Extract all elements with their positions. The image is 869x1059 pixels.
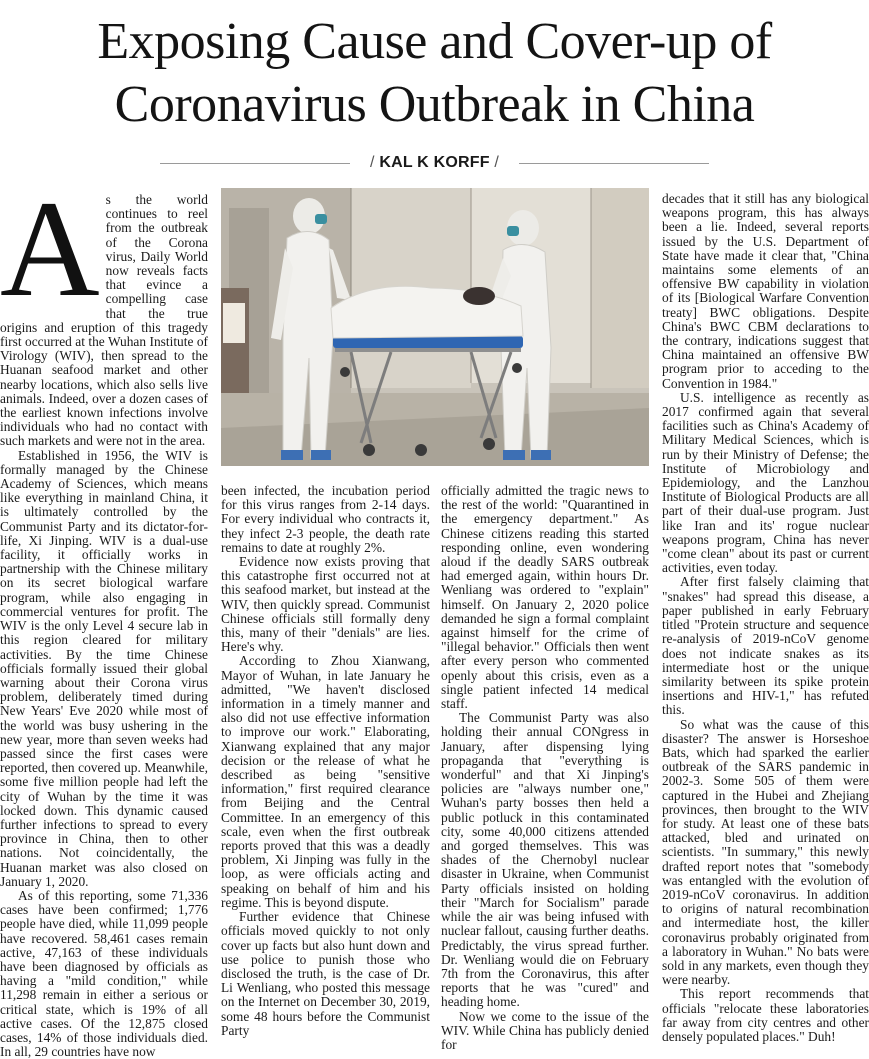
article-paragraph bbox=[0, 172, 208, 449]
headline bbox=[0, 10, 869, 136]
byline-rule-left bbox=[160, 163, 350, 164]
article-photo-illustration bbox=[221, 188, 649, 466]
article-paragraph: This report recommends that officials "relocate these laboratories far away from city centres and other densely populated places." Duh! bbox=[662, 986, 869, 1044]
article-paragraph: Further evidence that Chinese officials moved quickly to not only cover up facts but also hunt down and use police to punish those who disclosed the truth, is the case of Dr. Li Wenliang, who posted this message on the Internet on December 30, 2019, some 48 hours before the Communist Party bbox=[221, 909, 430, 1038]
article-paragraph: been infected, the incubation period for this virus ranges from 2-14 days. For every individual who contracts it, they infect 2-3 people, the death rate remains to date at roughly 2%. bbox=[221, 483, 430, 555]
article-column-3 bbox=[441, 484, 649, 1052]
article-paragraph: Now we come to the issue of the WIV. While China has publicly denied for bbox=[441, 1008, 649, 1052]
article-paragraph: The Communist Party was also holding their annual CONgress in January, after dispensing lying propaganda that "everything is wonderful" and that Xi Jinping's policies are "always number one," Wuhan's party bosses then held a public potluck in this contaminated city, some 40,000 citizens attended and gorged themselves. This was shades of the Chernobyl nuclear disaster in Ukraine, when Communist Party officials insisted on holding their "March for Socialism" parade while the air was being infused with nuclear fallout, causing further deaths. Predictably, the virus spread further. Dr. Wenliang would die on February 7th from the Coronavirus, this after reports that he was "cured" and heading home. bbox=[441, 710, 649, 1010]
drop-cap: A bbox=[0, 172, 100, 325]
byline-slash-right: / bbox=[494, 154, 499, 171]
byline-slash-left: / bbox=[370, 154, 375, 171]
article-paragraph: decades that it still has any biological weapons program, this has always been a lie. Indeed, several reports issued by the U.S. Department of State have made it clear that, "China maintains some elements of an offensive BW capability in violation of its [Biological Warfare Convention treaty] BWC obligations. Despite China's BWC CBM declarations to the contrary, indications suggest that China maintained an offensive BW program prior to acceding to the Convention in 1984." bbox=[662, 191, 869, 391]
headline-line-1: Exposing Cause and Cover-up of bbox=[97, 13, 772, 70]
article-paragraph: According to Zhou Xianwang, Mayor of Wuhan, in late January he admitted, "We haven't disclosed information in a timely manner and also did not use effective information to improve our work." Elaborating, Xianwang explained that any major decision or the release of what he described as being "sensitive information," first required clearance from Beijing and the Central Committee. In an emergency of this scale, even when the first outbreak reports proved that this was a deadly problem, Xi Jinping was fully in the loop, as were officials acting and speaking on behalf of him and his regime. This is beyond dispute. bbox=[221, 653, 430, 910]
article-paragraph-text: s the world continues to reel from the outbreak of the Corona virus, Daily World now reveals facts that evince a compelling case that the true origins and eruption of this tragedy first occurred at the Wuhan Institute of Virology (WIV), then spread to the Huanan seafood market and other nearby locations, which also sells live animals. Indeed, over a dozen cases of the earliest known infections involve individuals who had no contact with such markets and were not in the area. bbox=[0, 192, 208, 449]
article-column-1 bbox=[0, 172, 208, 1059]
article-paragraph: Established in 1956, the WIV is formally managed by the Chinese Academy of Sciences, which means like everything in mainland China, it is ultimately controlled by the Communist Party and its dictator-for-life, Xi Jinping. WIV is a dual-use facility, it officially works in partnership with the Chinese military on its secret biological warfare program, while also engaging in commercial ventures for profit. The WIV is the only Level 4 secure lab in this region cleared for military activities. By the time Chinese officials formally issued their global warning about their Corona virus problem, deliberately timed during New Years' Eve 2020 while most of the world was busy ushering in the new year, more than seven weeks had passed since the first cases were reported, then covered up. Meanwhile, some five million people had left the city of Wuhan by the time it was locked down. This dynamic caused further infections to spread to every province in China, then to other nations. Not coincidentally, the Huanan market was also closed on January 1, 2020. bbox=[0, 447, 208, 889]
byline bbox=[360, 152, 509, 174]
article-paragraph: As of this reporting, some 71,336 cases have been confirmed; 1,776 people have died, while 11,099 people have recovered. 58,461 cases remain active, 47,163 of these individuals have been diagnosed by officials as having a "mild condition," while 11,298 remain in either a serious or critical state, which is 19% of all active cases. Of the 12,875 closed cases, 14% of those individuals died. In all, 29 countries have now bbox=[0, 887, 208, 1059]
article-photo bbox=[221, 188, 649, 466]
article-paragraph: After first falsely claiming that "snakes" had spread this disease, a paper published in early February titled "Protein structure and sequence re-analysis of 2019-nCoV genome does not indicate snakes as its intermediate host or the unique similarity between its spike protein insertions and HIV-1," has refuted this. bbox=[662, 574, 869, 718]
headline-line-2: Coronavirus Outbreak in China bbox=[114, 76, 755, 133]
article-column-2 bbox=[221, 484, 430, 1038]
article-column-4 bbox=[662, 192, 869, 1044]
article-paragraph: Evidence now exists proving that this catastrophe first occurred not at this seafood market, but instead at the WIV, then quickly spread. Communist Chinese officials still formally deny this, many of their "denials" are lies. Here's why. bbox=[221, 554, 430, 655]
byline-row bbox=[160, 152, 709, 176]
byline-rule-right bbox=[519, 163, 709, 164]
byline-author: KAL K KORFF bbox=[379, 154, 490, 171]
article-paragraph: officially admitted the tragic news to the rest of the world: "Quarantined in the emergency department." As Chinese citizens reading this started responding online, even wondering aloud if the deadly SARS outbreak had emerged again, within hours Dr. Wenliang was ordered to "explain" himself. On January 2, 2020 police demanded he sign a formal complaint against himself for the crime of "illegal behavior." Officials then went after every person who commented openly about this crisis, even as a single patient infected 14 medical staff. bbox=[441, 483, 649, 712]
article-paragraph: U.S. intelligence as recently as 2017 confirmed again that several facilities such as China's Academy of Military Medical Sciences, which is run by their Ministry of Defense; the Institute of Microbiology and Epidemiology, and the Lanzhou Institute of Biological Products are all part of their dual-use program. Just like Iran and its' rogue nuclear weapons program, China has never "come clean" about its past or current activities, even today. bbox=[662, 389, 869, 576]
article-paragraph: So what was the cause of this disaster? The answer is Horseshoe Bats, which had sparked the earlier outbreak of the SARS pandemic in 2002-3. Some 505 of them were captured in the Hubei and Zhejiang provinces, then brought to the WIV for study. At least one of these bats attacked, bled and urinated on scientists. "In summary," this newly drafted report notes that "somebody was entangled with the evolution of 2019-nCoV coronavirus. In addition to origins of natural recombination and intermediate host, the killer coronavirus probably originated from a laboratory in Wuhan." No bats were sold in any markets, even though they were nearby. bbox=[662, 716, 869, 988]
